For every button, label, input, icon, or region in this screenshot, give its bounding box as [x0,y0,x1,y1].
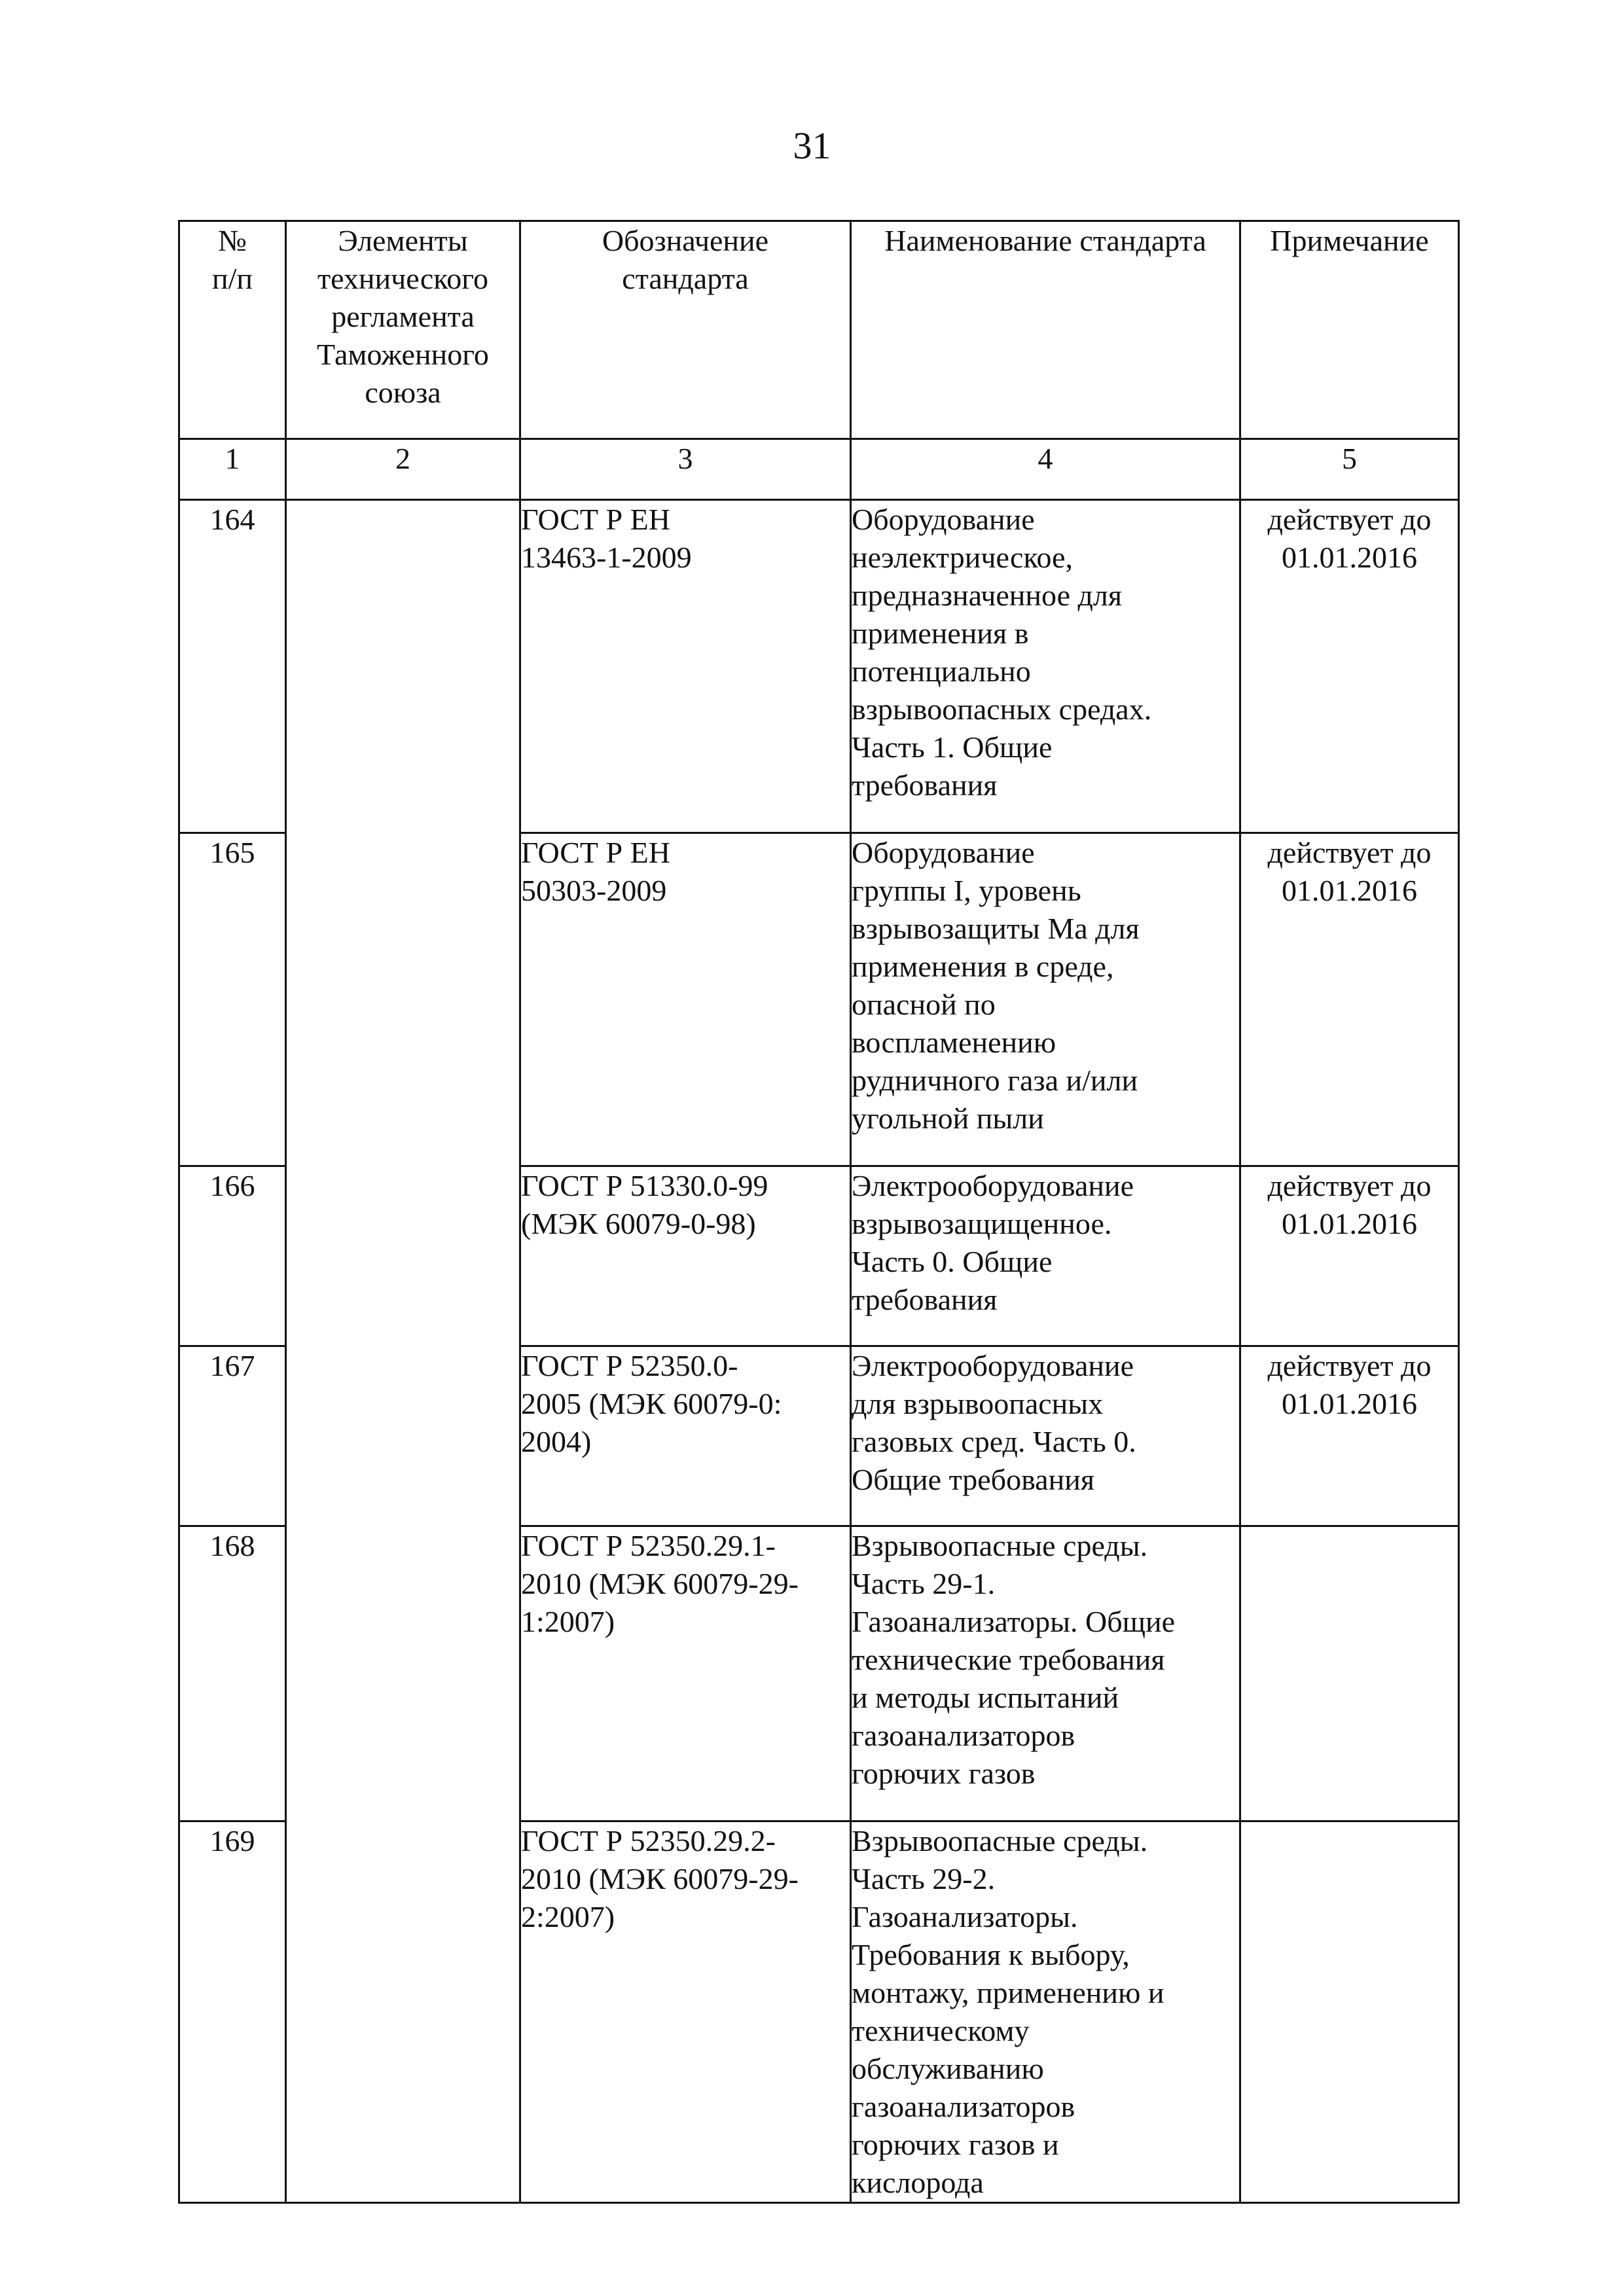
row-number: 168 [179,1526,286,1821]
column-index: 3 [520,439,851,500]
standard-name: Электрооборудование взрывозащищенное. Часть 0. Общие требования [851,1166,1240,1346]
standard-name: Оборудование неэлектрическое, предназначенное для применения в потенциально взрывоопасных средах. Часть 1. Общие требования [851,500,1240,833]
standard-name: Взрывоопасные среды. Часть 29-1. Газоанализаторы. Общие технические требования и методы испытаний газоанализаторов горючих газов [851,1526,1240,1821]
standard-designation: ГОСТ Р 52350.29.1- 2010 (МЭК 60079-29- 1:2007) [520,1526,851,1821]
table-header-row [179,221,1459,439]
column-index: 5 [1240,439,1459,500]
row-number: 166 [179,1166,286,1346]
standard-note [1240,1821,1459,2203]
column-index: 4 [851,439,1240,500]
standard-name: Электрооборудование для взрывоопасных газовых сред. Часть 0. Общие требования [851,1346,1240,1526]
table-row [179,500,1459,833]
standard-designation: ГОСТ Р 52350.29.2- 2010 (МЭК 60079-29- 2:2007) [520,1821,851,2203]
row-number: 167 [179,1346,286,1526]
header-designation: Обозначение стандарта [520,221,851,439]
standard-designation: ГОСТ Р ЕН 13463-1-2009 [520,500,851,833]
standard-designation: ГОСТ Р ЕН 50303-2009 [520,833,851,1166]
standard-note: действует до 01.01.2016 [1240,1346,1459,1526]
standard-note [1240,1526,1459,1821]
standard-designation: ГОСТ Р 51330.0-99 (МЭК 60079-0-98) [520,1166,851,1346]
page-number: 31 [793,124,831,167]
regulation-elements-cell [286,500,520,2203]
header-elements: Элементы технического регламента Таможенного союза [286,221,520,439]
standard-designation: ГОСТ Р 52350.0- 2005 (МЭК 60079-0: 2004) [520,1346,851,1526]
column-index: 2 [286,439,520,500]
standard-note: действует до 01.01.2016 [1240,833,1459,1166]
row-number: 169 [179,1821,286,2203]
standard-note: действует до 01.01.2016 [1240,1166,1459,1346]
row-number: 165 [179,833,286,1166]
header-number: № п/п [179,221,286,439]
row-number: 164 [179,500,286,833]
header-note: Примечание [1240,221,1459,439]
standard-name: Оборудование группы I, уровень взрывозащиты Ма для применения в среде, опасной по воспламенению рудничного газа и/или угольной пыли [851,833,1240,1166]
header-standard-name: Наименование стандарта [851,221,1240,439]
column-index-row [179,439,1459,500]
standards-table [178,220,1460,2204]
standard-name: Взрывоопасные среды. Часть 29-2. Газоанализаторы. Требования к выбору, монтажу, применению и техническому обслуживанию газоанализаторов горючих газов и кислорода [851,1821,1240,2203]
standard-note: действует до 01.01.2016 [1240,500,1459,833]
column-index: 1 [179,439,286,500]
